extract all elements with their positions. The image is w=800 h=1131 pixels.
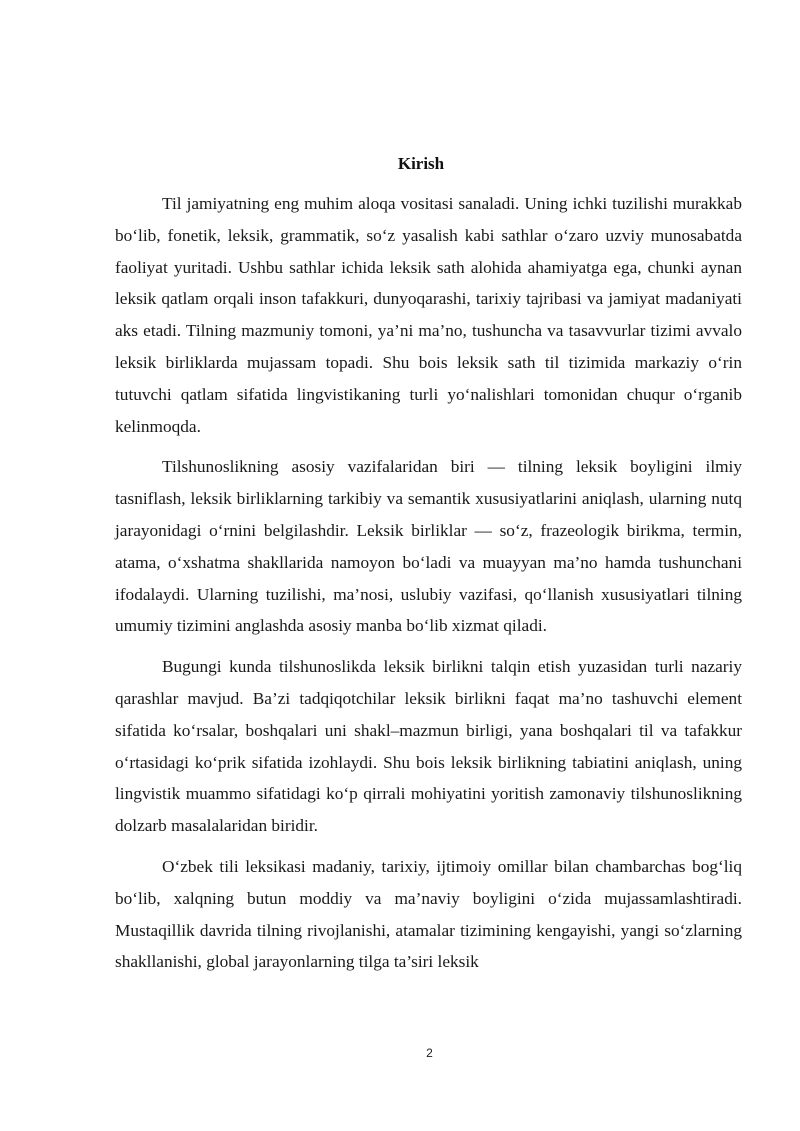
body-text [115, 188, 742, 987]
paragraph: Tilshunoslikning asosiy vazifalaridan biri — tilning leksik boyligini ilmiy tasniflash, leksik birliklarning tarkibiy va semantik xususiyatlarini aniqlash, ularning nutq jarayonidagi o‘rnini belgilashdir. Leksik birliklar — so‘z, frazeologik birikma, termin, atama, o‘xshatma shakllarida namoyon bo‘ladi va muayyan ma’no hamda tushunchani ifodalaydi. Ularning tuzilishi, ma’nosi, uslubiy vazifasi, qo‘llanish xususiyatlari tilning umumiy tizimini anglashda asosiy manba bo‘lib xizmat qiladi. [115, 457, 742, 636]
paragraph: Til jamiyatning eng muhim aloqa vositasi sanaladi. Uning ichki tuzilishi murakkab bo‘lib, fonetik, leksik, grammatik, so‘z yasalish kabi sathlar o‘zaro uzviy munosabatda faoliyat yuritadi. Ushbu sathlar ichida leksik sath alohida ahamiyatga ega, chunki aynan leksik qatlam orqali inson tafakkuri, dunyoqarashi, tarixiy tajribasi va jamiyat madaniyati aks etadi. Tilning mazmuniy tomoni, ya’ni ma’no, tushuncha va tasavvurlar tizimi avvalo leksik birliklarda mujassam topadi. Shu bois leksik sath til tizimida markaziy o‘rin tutuvchi qatlam sifatida lingvistikaning turli yo‘nalishlari tomonidan chuqur o‘rganib kelinmoqda. [115, 194, 742, 436]
section-heading: Kirish [397, 154, 445, 173]
page-number: 2 [426, 1046, 433, 1060]
paragraph: O‘zbek tili leksikasi madaniy, tarixiy, ijtimoiy omillar bilan chambarchas bog‘liq bo‘lib, xalqning butun moddiy va ma’naviy boyligini o‘zida mujassamlashtiradi. Mustaqillik davrida tilning rivojlanishi, atamalar tizimining kengayishi, yangi so‘zlarning shakllanishi, global jarayonlarning tilga ta’siri leksik [115, 856, 742, 972]
paragraph: Bugungi kunda tilshunoslikda leksik birlikni talqin etish yuzasidan turli nazariy qarashlar mavjud. Ba’zi tadqiqotchilar leksik birlikni faqat ma’no tashuvchi element sifatida ko‘rsalar, boshqalari uni shakl–mazmun birligi, yana boshqalari til va tafakkur o‘rtasidagi ko‘prik sifatida izohlaydi. Shu bois leksik birlikning tabiatini aniqlash, uning lingvistik muammo sifatidagi ko‘p qirrali mohiyatini yoritish zamonaviy tilshunoslikning dolzarb masalalaridan biridir. [115, 657, 742, 836]
